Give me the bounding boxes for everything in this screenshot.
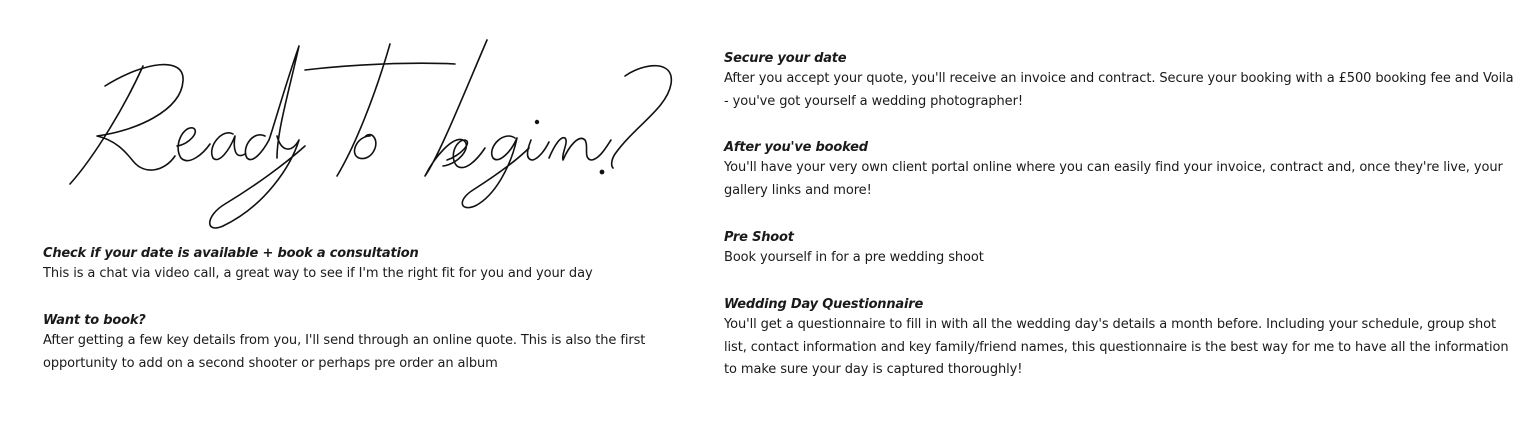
step-title: Pre Shoot	[724, 230, 794, 245]
step-title: Want to book?	[43, 313, 146, 328]
step-pre-shoot	[724, 229, 1514, 270]
step-title: Secure your date	[724, 51, 847, 66]
left-column	[43, 0, 683, 432]
step-secure-date	[724, 50, 1514, 113]
step-after-booked	[724, 139, 1514, 202]
step-want-to-book	[43, 312, 683, 375]
step-body: This is a chat via video call, a great way to see if I'm the right fit for you and your day	[43, 266, 593, 281]
right-column	[724, 0, 1514, 432]
step-body: Book yourself in for a pre wedding shoot	[724, 250, 984, 265]
step-title: Wedding Day Questionnaire	[724, 297, 924, 312]
step-title: Check if your date is available + book a consultation	[43, 246, 419, 261]
ready-to-begin-script-heading	[55, 36, 675, 236]
step-body: You'll get a questionnaire to fill in with all the wedding day's details a month before. Including your schedule, group shot list, contact information and key family/friend names, this questionnaire is the best way for me to have all the information to make sure your day is captured thoroughly!	[724, 317, 1509, 377]
step-check-date	[43, 245, 683, 286]
step-body: After you accept your quote, you'll receive an invoice and contract. Secure your booking with a £500 booking fee and Voila - you've got yourself a wedding photographer!	[724, 71, 1514, 109]
step-body: You'll have your very own client portal online where you can easily find your invoice, contract and, once they're live, your gallery links and more!	[724, 160, 1503, 198]
step-questionnaire	[724, 296, 1514, 382]
step-title: After you've booked	[724, 140, 868, 155]
step-body: After getting a few key details from you, I'll send through an online quote. This is also the first opportunity to add on a second shooter or perhaps pre order an album	[43, 333, 646, 371]
